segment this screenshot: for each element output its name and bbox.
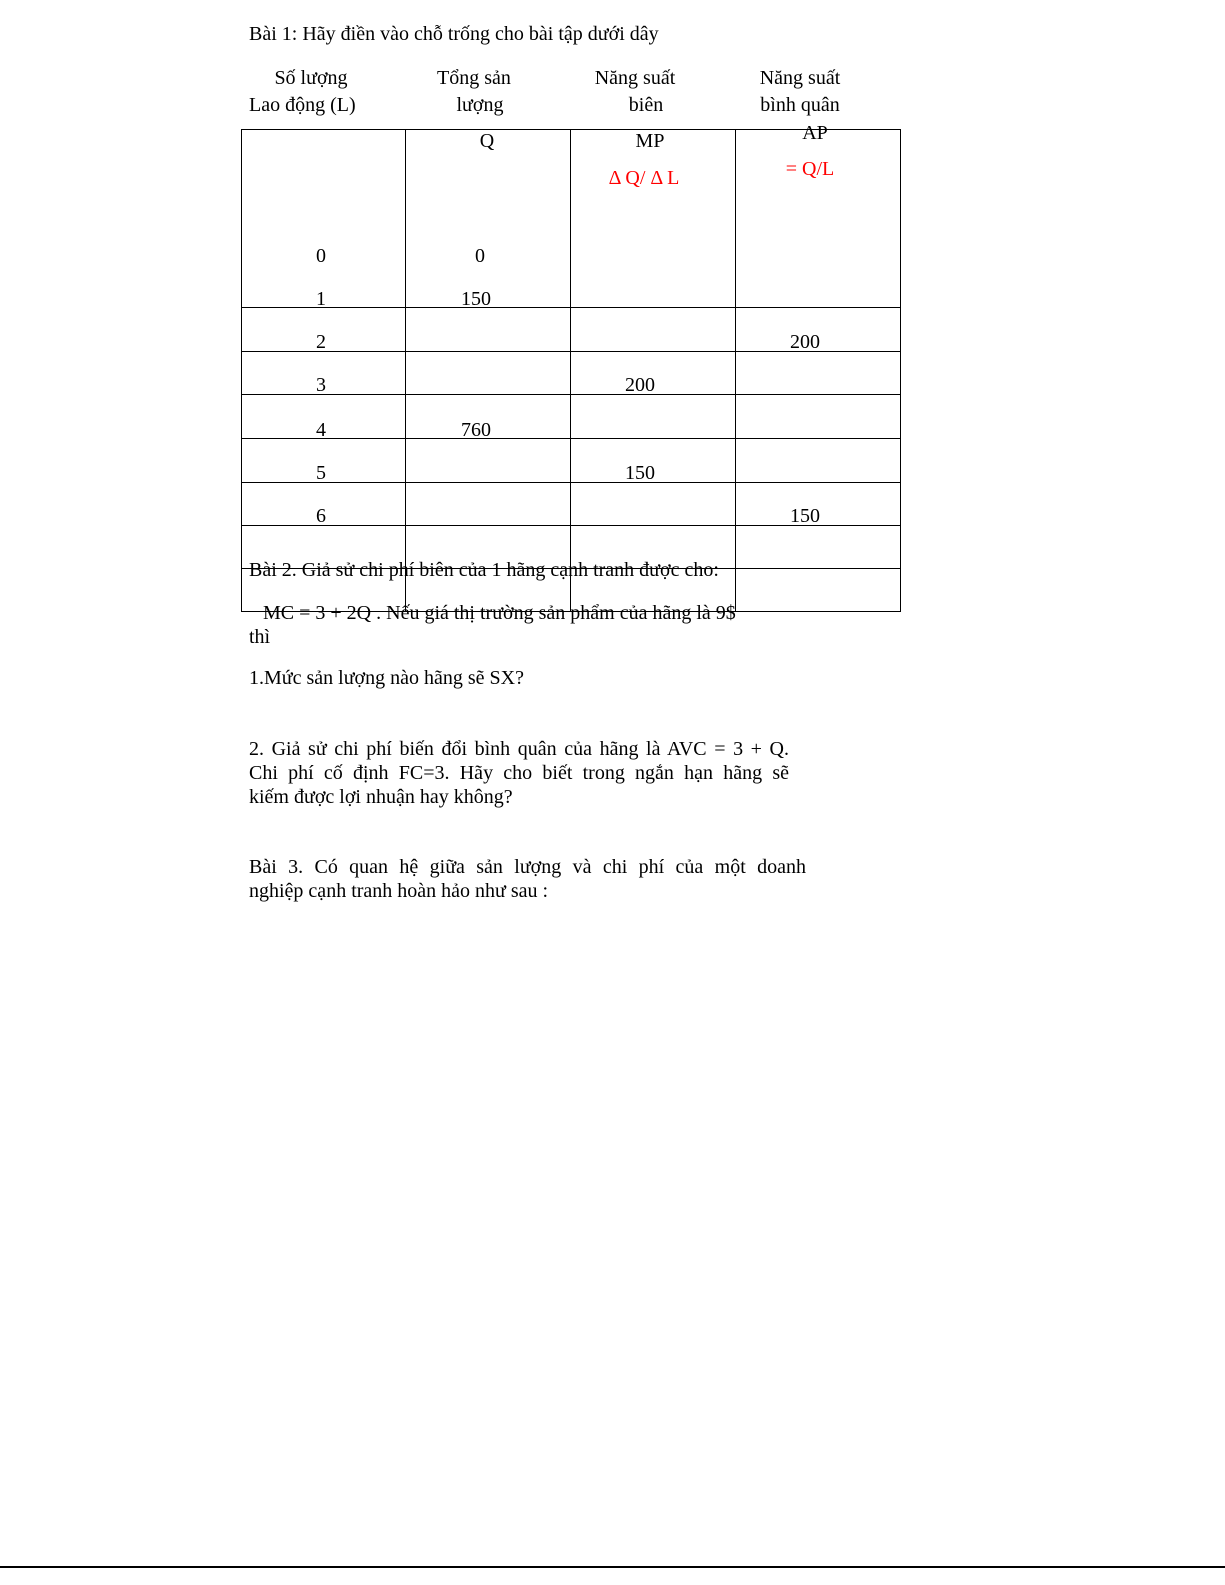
header-mp-symbol: MP [635, 130, 665, 152]
cell-Q-0: 0 [475, 245, 485, 267]
cell-MP-5: 150 [625, 462, 655, 484]
cell-AP-6: 150 [790, 505, 820, 527]
exercise-2-question-2-line3: kiếm được lợi nhuận hay không? [249, 786, 513, 808]
cell-L-1: 1 [316, 288, 326, 310]
exercise-2-question-2-line1: 2. Giả sử chi phí biến đổi bình quân của hãng là AVC = 3 + Q. [249, 738, 789, 760]
header-labor-line2: Lao động (L) [249, 94, 356, 116]
exercise-3-line2: nghiệp cạnh tranh hoàn hảo như sau : [249, 880, 549, 902]
exercise-2-question-2-line2: Chi phí cố định FC=3. Hãy cho biết trong ngắn hạn hãng sẽ [249, 762, 789, 784]
header-ap-formula: = Q/L [785, 158, 835, 180]
header-mp-line2: biên [628, 94, 664, 116]
cell-L-2: 2 [316, 331, 326, 353]
exercise-2-question-1: 1.Mức sản lượng nào hãng sẽ SX? [249, 667, 524, 689]
exercise-1-title: Bài 1: Hãy điền vào chỗ trống cho bài tập dưới dây [249, 23, 659, 45]
header-mp-formula: Δ Q/ Δ L [608, 167, 680, 189]
cell-L-5: 5 [316, 462, 326, 484]
header-output-line2: lượng [456, 94, 504, 116]
header-output-symbol: Q [479, 130, 495, 152]
cell-Q-4: 760 [461, 419, 491, 441]
header-ap-symbol: AP [802, 122, 828, 144]
cell-L-3: 3 [316, 374, 326, 396]
header-labor-line1: Số lượng [274, 67, 348, 89]
cell-AP-2: 200 [790, 331, 820, 353]
header-ap-line2: bình quân [760, 94, 840, 116]
exercise-2-mc-line-cont: thì [249, 626, 271, 648]
exercise-2-intro: Bài 2. Giả sử chi phí biên của 1 hãng cạnh tranh được cho: [249, 559, 719, 581]
cell-MP-3: 200 [625, 374, 655, 396]
exercise-2-mc-line: MC = 3 + 2Q . Nếu giá thị trường sản phẩm của hãng là 9$ [263, 602, 736, 624]
cell-L-0: 0 [316, 245, 326, 267]
page-bottom-border [0, 1566, 1225, 1568]
header-mp-line1: Năng suất [594, 67, 676, 89]
header-ap-line1: Năng suất [759, 67, 841, 89]
cell-L-4: 4 [316, 419, 326, 441]
cell-L-6: 6 [316, 505, 326, 527]
exercise-3-line1: Bài 3. Có quan hệ giữa sản lượng và chi phí của một doanh [249, 856, 806, 878]
cell-Q-1: 150 [461, 288, 491, 310]
header-output-line1: Tổng sản [437, 67, 511, 89]
